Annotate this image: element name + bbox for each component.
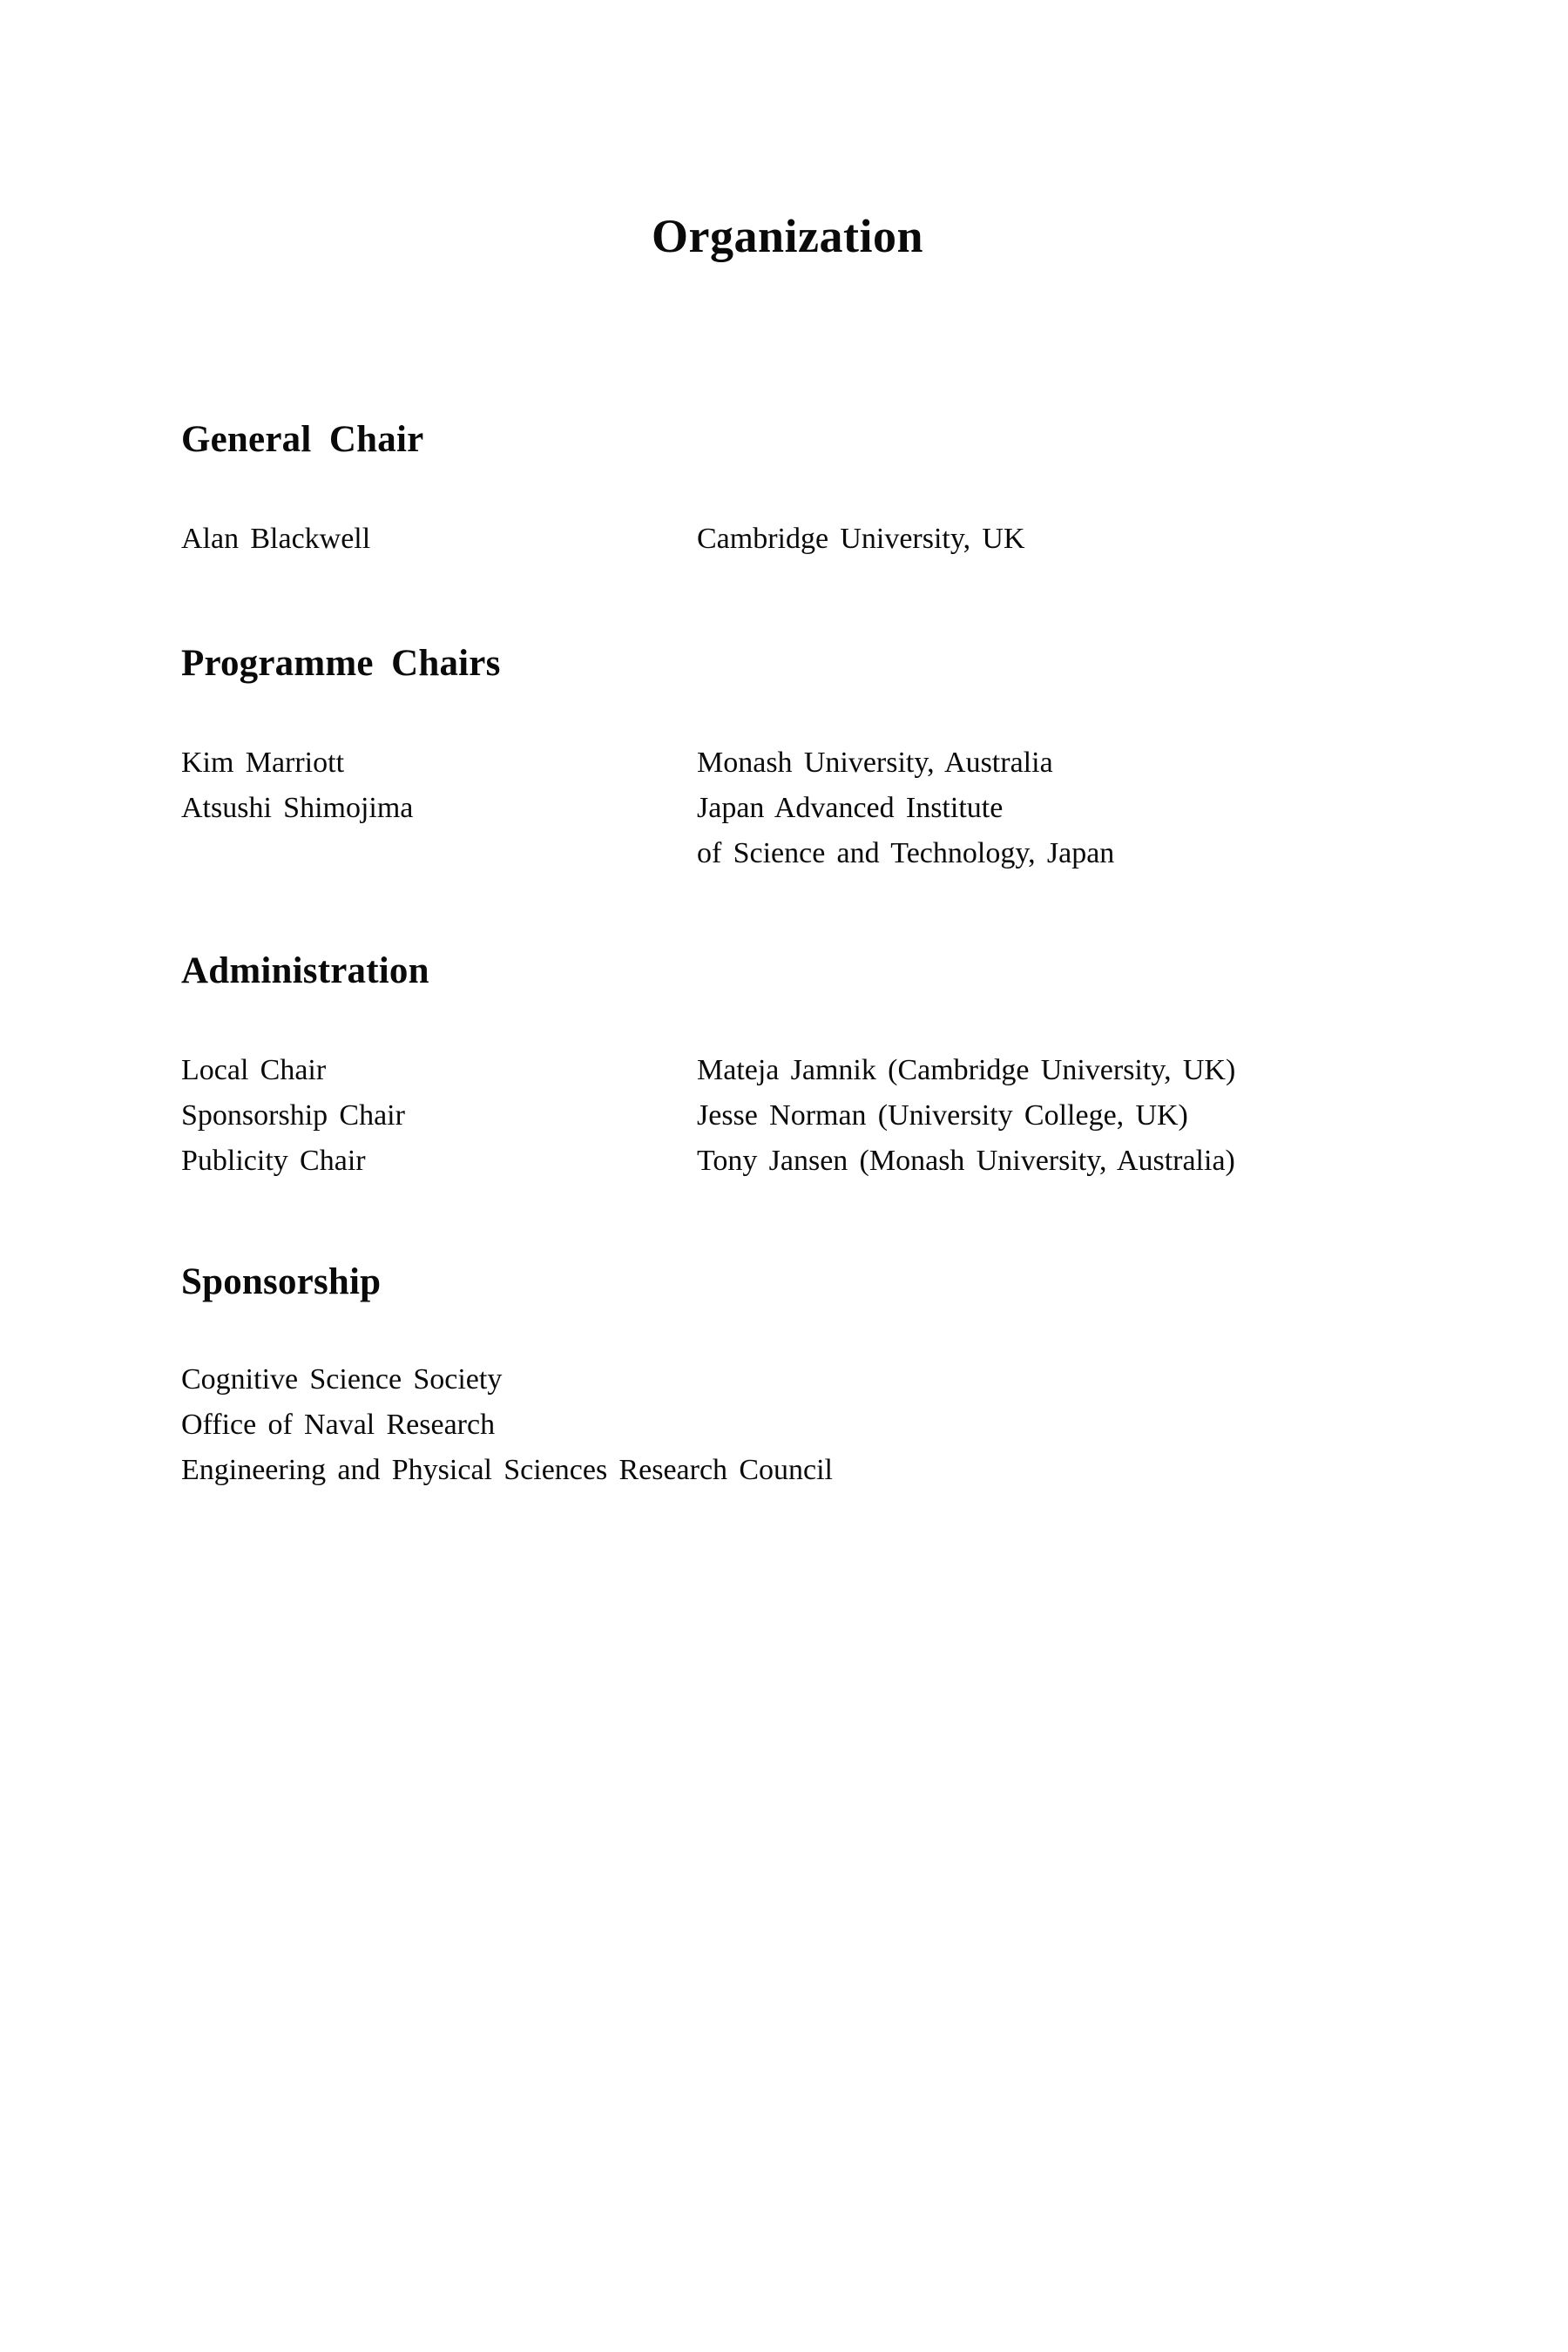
section-general-chair (181, 418, 1394, 562)
person-name: Kim Marriott (181, 747, 345, 779)
person-affiliation: Monash University, Australia (697, 747, 1053, 779)
sponsor-list (181, 1357, 1394, 1493)
section-heading-sponsorship: Sponsorship (181, 1261, 382, 1302)
sponsor-item: Office of Naval Research (181, 1409, 496, 1441)
sponsor-item: Cognitive Science Society (181, 1363, 503, 1396)
person-row (181, 517, 1394, 562)
section-rows (181, 740, 1394, 876)
section-rows (181, 1048, 1394, 1184)
role-row (181, 1048, 1394, 1093)
role-title: Sponsorship Chair (181, 1099, 405, 1132)
person-row (181, 831, 1394, 876)
person-row (181, 786, 1394, 831)
role-row (181, 1093, 1394, 1139)
section-programme-chairs (181, 642, 1394, 876)
person-affiliation: Cambridge University, UK (697, 523, 1025, 555)
person-name: Alan Blackwell (181, 523, 371, 555)
role-row (181, 1139, 1394, 1184)
section-administration (181, 950, 1394, 1184)
role-title: Publicity Chair (181, 1145, 366, 1177)
role-holder: Mateja Jamnik (Cambridge University, UK) (697, 1054, 1236, 1086)
person-affiliation: Japan Advanced Institute (697, 792, 1004, 824)
section-heading-general-chair: General Chair (181, 419, 424, 460)
person-name: Atsushi Shimojima (181, 792, 414, 824)
role-holder: Jesse Norman (University College, UK) (697, 1099, 1188, 1132)
page-title: Organization (652, 210, 923, 262)
section-heading-administration: Administration (181, 950, 429, 991)
section-sponsorship (181, 1260, 1394, 1493)
person-affiliation: of Science and Technology, Japan (697, 837, 1115, 869)
sponsor-item: Engineering and Physical Sciences Research Council (181, 1454, 833, 1486)
section-rows (181, 517, 1394, 562)
person-row (181, 740, 1394, 786)
role-holder: Tony Jansen (Monash University, Australia) (697, 1145, 1235, 1177)
section-heading-programme-chairs: Programme Chairs (181, 643, 501, 684)
role-title: Local Chair (181, 1054, 327, 1086)
